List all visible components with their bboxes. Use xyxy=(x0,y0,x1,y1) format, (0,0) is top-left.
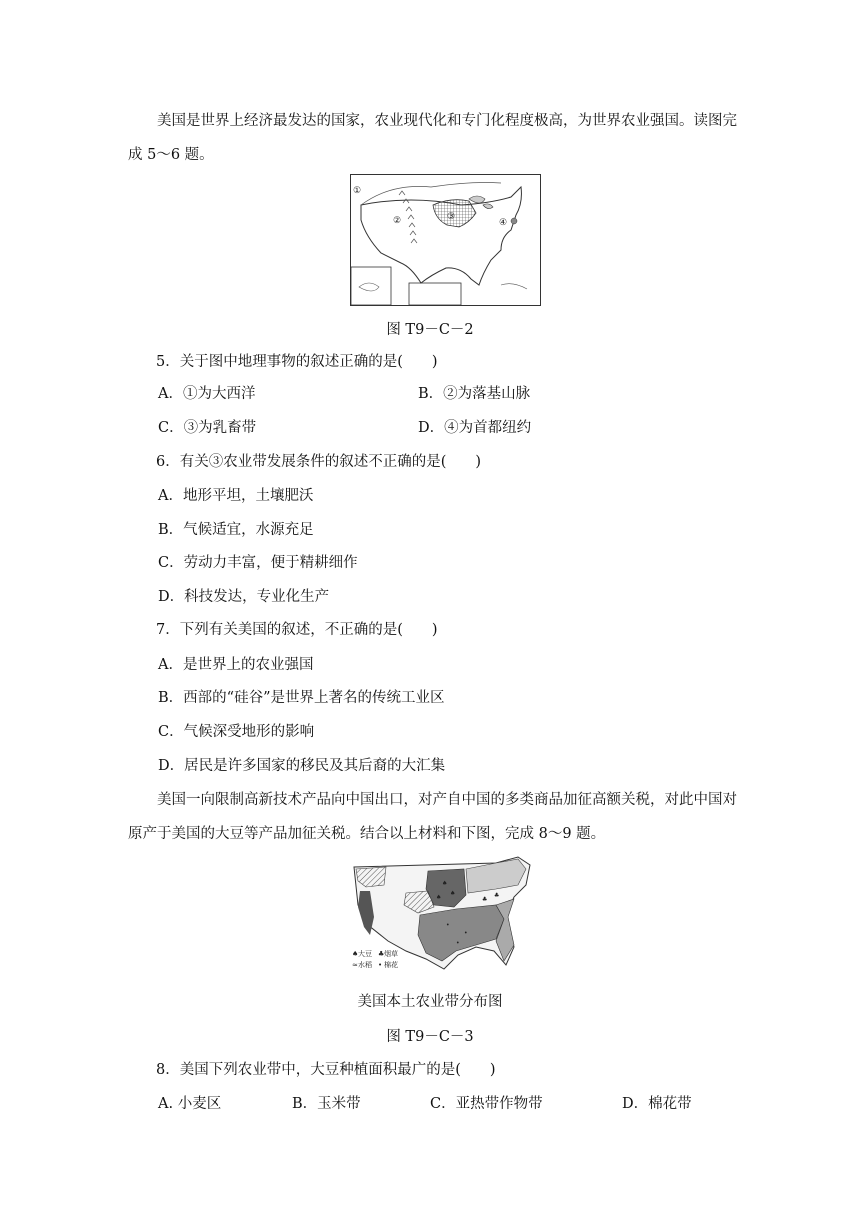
q8-option-d: D．棉花带 xyxy=(622,1096,692,1112)
label-3: ③ xyxy=(447,212,456,222)
figure2-caption: 图 T9－C－3 xyxy=(386,1029,474,1045)
q7-option-b: B．西部的“硅谷”是世界上著名的传统工业区 xyxy=(158,690,445,706)
legend-rice-icon: ≈ xyxy=(352,961,358,969)
legend-soybean: 大豆 xyxy=(358,950,372,958)
q7-option-c: C．气候深受地形的影响 xyxy=(158,724,315,740)
q8-option-c: C．亚热带作物带 xyxy=(430,1096,543,1112)
svg-text:♠: ♠ xyxy=(436,894,442,901)
q8-stem: 8．美国下列农业带中，大豆种植面积最广的是( ) xyxy=(156,1062,496,1078)
passage-intro-2: 美国一向限制高新技术产品向中国出口，对产自中国的多类商品加征高额关税，对此中国对原产于美国的大豆等产品加征关税。结合以上材料和下图，完成 8～9 题。 xyxy=(128,792,737,842)
passage-intro-1: 美国是世界上经济最发达的国家，农业现代化和专门化程度极高，为世界农业强国。读图完成 5～6 题。 xyxy=(128,113,737,163)
hawaii-inset xyxy=(409,283,461,305)
q6-option-d: D．科技发达，专业化生产 xyxy=(158,589,330,605)
rocky-mountains-symbol xyxy=(399,191,417,243)
q5-option-a: A．①为大西洋 xyxy=(158,386,256,402)
label-4: ④ xyxy=(499,218,508,228)
q6-stem: 6．有关③农业带发展条件的叙述不正确的是( ) xyxy=(156,454,482,470)
svg-text:♠: ♠ xyxy=(450,890,456,897)
svg-text:♣: ♣ xyxy=(482,896,488,903)
legend-cotton-icon: • xyxy=(378,961,383,969)
q8-option-a: A. 小麦区 xyxy=(158,1096,222,1112)
legend-tobacco: 烟草 xyxy=(384,950,398,958)
usa-map-1-svg xyxy=(351,175,540,305)
svg-text:♠: ♠ xyxy=(442,880,448,887)
q7-stem: 7．下列有关美国的叙述，不正确的是( ) xyxy=(156,622,438,638)
q8-option-b: B．玉米带 xyxy=(292,1096,361,1112)
q5-option-d: D．④为首都纽约 xyxy=(418,420,532,436)
svg-text:♣: ♣ xyxy=(494,892,500,899)
figure1-caption: 图 T9－C－2 xyxy=(386,322,474,338)
figure-us-agriculture-map xyxy=(346,855,542,973)
q5-option-c: C．③为乳畜带 xyxy=(158,420,257,436)
q6-option-c: C．劳动力丰富，便于精耕细作 xyxy=(158,555,358,571)
q7-option-a: A．是世界上的农业强国 xyxy=(158,657,314,673)
figure-usa-map-1 xyxy=(350,174,541,306)
svg-text:•: • xyxy=(464,930,468,937)
legend-cotton: 棉花 xyxy=(384,961,398,969)
city-marker xyxy=(511,218,517,224)
alaska-inset xyxy=(351,267,391,305)
svg-text:•: • xyxy=(456,940,460,947)
legend-tobacco-icon: ♣ xyxy=(378,950,385,958)
legend-rice: 水稻 xyxy=(358,961,372,969)
us-agriculture-map-svg xyxy=(346,855,542,973)
legend-soybean-icon: ♠ xyxy=(352,950,359,958)
q5-stem: 5．关于图中地理事物的叙述正确的是( ) xyxy=(156,354,438,370)
svg-text:•: • xyxy=(446,922,450,929)
q5-option-b: B．②为落基山脉 xyxy=(418,386,531,402)
q7-option-d: D．居民是许多国家的移民及其后裔的大汇集 xyxy=(158,758,446,774)
label-2: ② xyxy=(393,216,402,226)
q6-option-a: A．地形平坦，土壤肥沃 xyxy=(158,488,314,504)
figure2-title: 美国本土农业带分布图 xyxy=(357,994,503,1010)
label-1: ① xyxy=(353,186,362,196)
q6-option-b: B．气候适宜，水源充足 xyxy=(158,522,314,538)
map-legend xyxy=(352,949,398,969)
